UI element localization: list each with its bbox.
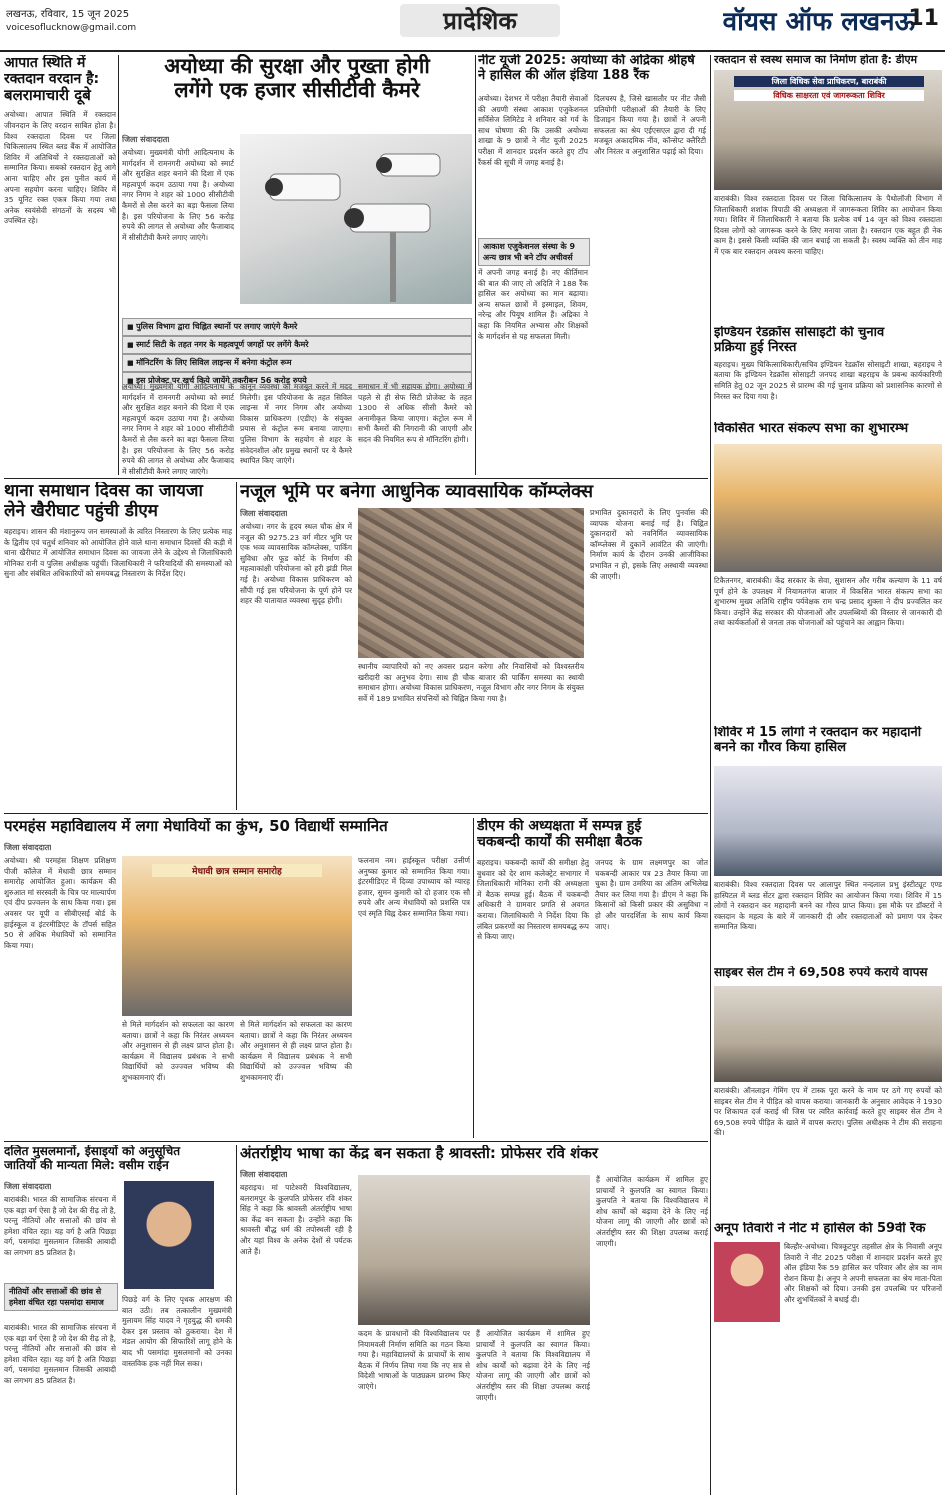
- byline: जिला संवाददाता: [240, 1170, 288, 1179]
- paramhans-text-1: अयोध्या। श्री परमहंस शिक्षण प्रशिक्षण पीजी कॉलेज में मेधावी छात्र सम्मान समारोह आयोजित हुआ। कार्यक्रम की शुरुआत मां सरस्वती के चित्र पर माल्यार्पण एवं दीप प्रज्वलन के साथ किया गया। इस अवसर पर यूपी व सीबीएसई बोर्ड के हाईस्कूल व इंटरमीडिएट के टॉपर्स सहित 50 से अधिक मेधावियों को सम्मानित किया गया।: [4, 856, 116, 950]
- blood-camp-photo: [714, 766, 942, 876]
- headline: रक्तदान से स्वस्थ समाज का निर्माण होता है: डीएम: [714, 54, 918, 66]
- anup-portrait: [714, 1242, 780, 1322]
- wasim-rain-portrait: [124, 1181, 214, 1289]
- photo-banner-sub: विधिक साक्षरता एवं जागरूकता शिविर: [734, 90, 924, 101]
- highlight-item: ■ पुलिस विभाग द्वारा चिह्नित स्थानों पर लगाए जाएंगे कैमरे: [122, 318, 472, 336]
- headline: परमहंस महाविद्यालय में लगा मेधावियों का कुंभ, 50 विद्यार्थी सम्मानित: [4, 818, 388, 835]
- headline-line-2: चकबन्दी कार्यों की समीक्षा बैठक: [477, 834, 643, 851]
- column-divider: [236, 1145, 237, 1495]
- headline: साइबर सेल टीम ने 69,508 रुपये कराये वापस: [714, 966, 928, 979]
- headline-line-1: आपात स्थिति में: [4, 55, 86, 71]
- lead-text-2: कानून व्यवस्था को मजबूत करने में मदद मिलेगी। इस परियोजना के तहत सिविल लाइन्स में नगर निगम और अयोध्या विकास प्राधिकरण (एडीए) के संयुक्त प्रयास से कंट्रोल रूम बनाया जाएगा। पुलिस विभाग के सहयोग से शहर के संवेदनशील और प्रमुख स्थानों पर ये कैमरे स्थापित किए जाएंगे।: [240, 382, 352, 466]
- nazul-text-1: अयोध्या। नगर के हृदय स्थल चौक क्षेत्र में नजूल की 9275.23 वर्ग मीटर भूमि पर एक भव्य व्यावसायिक कॉम्प्लेक्स, पार्किंग सुविधा और फूड कोर्ट के निर्माण की महत्वाकांक्षी परियोजना को हरी झंडी मिल गई है। अयोध्या विकास प्राधिकरण को सौंपी गई इस परियोजना के पूर्ण होने पर शहर की यातायात व्यवस्था सुदृढ़ होगी।: [240, 522, 352, 606]
- body-text: बाराबंकी। ऑनलाइन गेमिंग एप में टास्क पूरा करने के नाम पर ठगे गए रुपयों को साइबर सेल टीम ने पीड़ित को वापस कराया। जानकारी के अनुसार आवेदक ने 1930 पर शिकायत दर्ज कराई थी जिस पर त्वरित कार्रवाई करते हुए साइबर सेल टीम ने 69,508 रुपये पीड़ित के खाते में वापस कराए। पुलिस अधीक्षक ने टीम की सराहना की।: [714, 1086, 942, 1138]
- neet-text-1: अयोध्या। देशभर में परीक्षा तैयारी सेवाओं की अग्रणी संस्था आकाश एजुकेशनल सर्विसेज लिमिटेड ने शनिवार को गर्व के साथ घोषणा की कि उसकी अयोध्या शाखा के 9 छात्रों ने नीट यूजी 2025 परीक्षा में शानदार प्रदर्शन करते हुए टॉप रैंकर्स की सूची में जगह बनाई है।: [478, 94, 588, 167]
- article-dalit: [4, 1145, 232, 1496]
- lead-headline: [122, 54, 472, 102]
- headline: [714, 326, 942, 356]
- photo-banner: जिला विधिक सेवा प्राधिकरण, बाराबंकी: [734, 76, 924, 87]
- column-divider: [710, 55, 711, 475]
- headline-line-1: डीएम की अध्यक्षता में सम्पन्न हुई: [477, 818, 642, 834]
- article-cyber: [714, 966, 942, 1218]
- construction-site-photo: [358, 508, 584, 658]
- column-divider: [475, 55, 476, 475]
- neet-highlight: आकाश एजुकेशनल संस्था के 9 अन्य छात्र भी बने टॉप अचीवर्स: [478, 238, 590, 266]
- chakbandi-text-1: बहराइच। चकबन्दी कार्यों की समीक्षा हेतु बुधवार को देर शाम कलेक्ट्रेट सभागार में जिलाधिकारी मोनिका रानी की अध्यक्षता में बैठक सम्पन्न हुई। बैठक में चकबन्दी अधिकारी ने ग्रामवार प्रगति से अवगत कराया। जिलाधिकारी ने निर्देश दिया कि लंबित प्रकरणों का निस्तारण समयबद्ध रूप से किया जाए।: [477, 858, 589, 942]
- brand-logo: वॉयस ऑफ लखनऊ: [722, 7, 915, 37]
- lead-text-1: अयोध्या। मुख्यमंत्री योगी आदित्यनाथ के मार्गदर्शन में रामनगरी अयोध्या को स्मार्ट और सुरक्षित शहर बनाने की दिशा में एक महत्वपूर्ण कदम उठाया गया है। अयोध्या नगर निगम ने शहर को 1000 सीसीटीवी कैमरों से लैस करने का बड़ा फैसला लिया है। इस परियोजना के लिए 56 करोड़ रुपये की लागत से अयोध्या और फैजाबाद में सीसीटीवी कैमरे लगाए जाएंगे।: [122, 148, 234, 242]
- byline: जिला संवाददाता: [4, 1182, 52, 1191]
- lead-headline-line-2: लगेंगे एक हजार सीसीटीवी कैमरे: [174, 78, 420, 103]
- cyber-cell-photo: [714, 986, 942, 1082]
- body-text: बहराइच। मुख्य चिकित्साधिकारी/सचिव इण्डियन रेडक्रॉस सोसाइटी शाखा, बहराइच ने बताया कि इण्डियन रेडक्रॉस सोसाइटी जनपद शाखा बहराइच के प्रबन्ध कार्यकारिणी समिति हेतु 02 जून 2025 से प्रारम्भ की गई चुनाव प्रक्रिया को प्रशासनिक कारणों से निरस्त कर दिया गया है।: [714, 359, 942, 401]
- row-divider: [4, 1141, 708, 1142]
- neet-text-3: दिलचस्प है, जिसे खासतौर पर नीट जैसी प्रतियोगी परीक्षाओं की तैयारी के लिए डिजाइन किया गया है। छात्रों ने अपनी सफलता का श्रेय एईएसएल द्वारा दी गई मजबूत अकादमिक नींव, कॉन्सेप्ट क्लैरिटी और निरंतर व अनुशासित पढ़ाई को दिया।: [594, 94, 706, 156]
- shravasti-text-2: कदम के प्रावधानों की विश्वविद्यालय पर नियामवली निर्माण समिति का गठन किया गया है। महाविद्यालयों के प्राचार्यों के साथ बैठक में निर्णय लिया गया कि नए सत्र से विदेशी भाषाओं के पाठ्यक्रम प्रारम्भ किए जाएंगे।: [358, 1329, 470, 1391]
- body-text: बाराबंकी। विश्व रक्तदाता दिवस पर आलापुर स्थित नन्दलाल प्रभु इंस्टीट्यूट एण्ड हास्पिटल में ब्लड सेंटर द्वारा रक्तदान शिविर का आयोजन किया गया। शिविर में 15 लोगों ने रक्तदान कर महादानी बनने का गौरव प्राप्त किया। इस मौके पर डॉक्टरों ने रक्तदान के महत्व के बारे में जानकारी दी और रक्तदाताओं को प्रमाण पत्र देकर सम्मानित किया।: [714, 880, 942, 932]
- headline-line-1: दलित मुसलमानों, ईसाइयों को अनुसूचित: [4, 1145, 181, 1158]
- article-neet-adrika: [478, 54, 706, 476]
- headline: नजूल भूमि पर बनेगा आधुनिक व्यावसायिक कॉम्प्लेक्स: [240, 482, 594, 502]
- paramhans-text-2b: से मिले मार्गदर्शन को सफलता का कारण बताया। छात्रों ने कहा कि निरंतर अध्ययन और अनुशासन से ही लक्ष्य प्राप्त होता है। कार्यक्रम में विद्यालय प्रबंधक ने सभी विद्यार्थियों को उज्ज्वल भविष्य की शुभकामनाएं दीं।: [240, 1020, 352, 1082]
- article-viksit: [714, 422, 942, 722]
- headline: [4, 55, 116, 104]
- headline: [477, 818, 708, 850]
- article-paramhans: [4, 818, 470, 1138]
- date-text: लखनऊ, रविवार, 15 जून 2025: [6, 9, 130, 20]
- nazul-text-2: स्थानीय व्यापारियों को नए अवसर प्रदान करेगा और निवासियों को विश्वस्तरीय खरीदारी का अनुभव देगा। साथ ही चौक बाजार की पार्किंग समस्या का स्थायी समाधान होगा। अयोध्या विकास प्राधिकरण, नजूल विभाग और नगर निगम के संयुक्त सर्वे में 189 प्रभावित संपत्तियों को चिह्नित किया गया है।: [358, 662, 584, 703]
- article-blood-donation: [4, 55, 116, 475]
- article-camp15: [714, 726, 942, 962]
- article-anup: [714, 1222, 942, 1496]
- photo-banner: मेधावी छात्र सम्मान समारोह: [152, 864, 322, 877]
- headline-line-1: थाना समाधान दिवस का जायजा: [4, 482, 203, 501]
- dalit-text-1: बाराबंकी। भारत की सामाजिक संरचना में एक बड़ा वर्ग ऐसा है जो देश की रीढ़ तो है, परन्तु नीतियों और सत्ताओं की छांव से हमेशा वंचित रहा। यह वर्ग है अति पिछड़ा वर्ग, पसमांदा मुसलमान जिसकी आबादी का लगभग 85 प्रतिशत है।: [4, 1195, 116, 1257]
- headline-line-2: लेने खैरीघाट पहुंची डीएम: [4, 500, 158, 521]
- sabha-photo: [714, 444, 942, 572]
- highlight-item: ■ इस प्रोजेक्ट पर खर्च किये जायेंगे तकरीबन 56 करोड़ रुपये: [122, 372, 472, 390]
- row-divider: [4, 478, 708, 479]
- page-number: 11: [908, 6, 939, 31]
- article-health-dm: [714, 54, 942, 322]
- body-text: बिल्हौर-अयोध्या। चित्रकूटपुर तहसील क्षेत्र के निवासी अनूप तिवारी ने नीट 2025 परीक्षा में शानदार प्रदर्शन करते हुए ऑल इंडिया रैंक 59 हासिल कर परिवार और क्षेत्र का नाम रोशन किया है। अनूप ने अपनी सफलता का श्रेय माता-पिता और शिक्षकों को दिया। उनकी इस उपलब्धि पर परिजनों और शुभचिंतकों ने बधाई दी।: [784, 1242, 942, 1304]
- headline: [714, 726, 942, 756]
- byline: जिला संवाददाता: [122, 135, 170, 144]
- article-shravasti: [240, 1145, 708, 1496]
- highlight-item: ■ स्मार्ट सिटी के तहत नगर के महत्वपूर्ण जगहों पर लगेंगे कैमरे: [122, 336, 472, 354]
- headline-line-2: जातियों की मान्यता मिले: वसीम राईन: [4, 1157, 169, 1172]
- byline: जिला संवाददाता: [4, 843, 52, 852]
- column-divider: [473, 818, 474, 1138]
- headline: [4, 1145, 232, 1173]
- chakbandi-text-2: जनपद के ग्राम लक्ष्मणपुर का जोत चकबन्दी आकार पत्र 23 तैयार किया जा चुका है। ग्राम उमरिया का अंतिम अभिलेख तैयार कर लिया गया है। डीएम ने कहा कि किसानों को किसी प्रकार की असुविधा न हो और पारदर्शिता के साथ कार्य किया जाए।: [595, 858, 708, 931]
- article-nazul: [240, 482, 708, 810]
- shravasti-text-1: बहराइच। मां पाटेश्वरी विश्वविद्यालय, बलरामपुर के कुलपति प्रोफेसर रवि शंकर सिंह ने कहा कि श्रावस्ती अंतर्राष्ट्रीय भाषा का केंद्र बन सकता है। उन्होंने कहा कि श्रावस्ती बौद्ध धर्म की तपोस्थली रही है और यहां विश्व के अनेक देशों से पर्यटक आते हैं।: [240, 1183, 352, 1256]
- article-lead-cctv: [122, 54, 472, 476]
- dalit-text-1b: बाराबंकी। भारत की सामाजिक संरचना में एक बड़ा वर्ग ऐसा है जो देश की रीढ़ तो है, परन्तु नीतियों और सत्ताओं की छांव से हमेशा वंचित रहा। यह वर्ग है अति पिछड़ा वर्ग, पसमांदा मुसलमान जिसकी आबादी का लगभग 85 प्रतिशत है।: [4, 1323, 116, 1385]
- neet-text-2: में अपनी जगह बनाई है। नए कीर्तिमान की बात की जाए तो अदिति ने 188 रैंक हासिल कर अयोध्या का मान बढ़ाया। अन्य सफल छात्रों में इस्माइल, शिवम, नरेन्द्र और पियूष शामिल हैं। अद्रिका ने कहा कि नियमित अभ्यास और शिक्षकों के मार्गदर्शन से यह सफलता मिली।: [478, 268, 588, 341]
- shravasti-text-3b: हैं आयोजित कार्यक्रम में शामिल हुए प्राचार्यों ने कुलपति का स्वागत किया। कुलपति ने बताया कि विश्वविद्यालय में शोध कार्यों को बढ़ावा देने के लिए नई योजना लागू की जाएगी और छात्रों को अंतर्राष्ट्रीय स्तर की शिक्षा उपलब्ध कराई जाएगी।: [596, 1175, 708, 1248]
- legal-camp-photo: [714, 70, 942, 190]
- row-divider: [4, 813, 708, 814]
- body-text: अयोध्या। आपात स्थिति में रक्तदान जीवनदान के लिए वरदान साबित होता है। विश्व रक्तदाता दिवस पर जिला चिकित्सालय स्थित ब्लड बैंक में आयोजित शिविर में अतिथियों ने रक्तदाताओं को सम्मानित किया। सबको रक्तदान हेतु आगे आना चाहिए और इस पुनीत कार्य में अपना सहयोग करना चाहिए। शिविर में 35 यूनिट रक्त एकत्र किया गया तथा अनेक स्वयंसेवी संगठनों के सदस्य भी उपस्थित रहे।: [4, 110, 116, 226]
- headline: [4, 482, 232, 521]
- headline: नीट यूजी 2025: अयोध्या की अद्रिका श्रीहर्ष ने हासिल की ऑल इंडिया 188 रैंक: [478, 54, 695, 83]
- column-divider: [236, 482, 237, 810]
- column-divider: [118, 55, 119, 475]
- dalit-text-2: पिछड़े वर्ग के लिए पृथक आरक्षण की बात उठी। तब तत्कालीन मुख्यमंत्री मुलायम सिंह यादव ने गृहयुद्ध की धमकी देकर इस प्रस्ताव को ठुकराया। देश में मंडल आयोग की सिफारिशें लागू होने के बाद भी पसमांदा मुसलमानों को उनका वास्तविक हक नहीं मिल सका।: [122, 1295, 232, 1368]
- dalit-highlight: नीतियों और सत्ताओं की छांव से हमेशा वंचित रहा पसमांदा समाज: [4, 1283, 118, 1311]
- body-text: टिकैतनगर, बाराबंकी। केंद्र सरकार के सेवा, सुशासन और गरीब कल्याण के 11 वर्ष पूर्ण होने के उपलक्ष्य में नियामतगंज बाजार में विकसित भारत संकल्प सभा का शुभारम्भ मुख्य अतिथि राष्ट्रीय पर्यवेक्षक राम चन्द्र प्रसाद शुक्ला ने दीप प्रज्वलित कर किया। उन्होंने केंद्र सरकार की योजनाओं और उपलब्धियों की विस्तार से जानकारी दी तथा कार्यकर्ताओं से जनता तक योजनाओं को पहुंचाने का आह्वान किया।: [714, 576, 942, 628]
- university-meeting-photo: [358, 1175, 590, 1325]
- headline: अनूप तिवारी ने नीट में हासिल की 59वीं रैंक: [714, 1222, 926, 1236]
- paramhans-text-2: से मिले मार्गदर्शन को सफलता का कारण बताया। छात्रों ने कहा कि निरंतर अध्ययन और अनुशासन से ही लक्ष्य प्राप्त होता है। कार्यक्रम में विद्यालय प्रबंधक ने सभी विद्यार्थियों को उज्ज्वल भविष्य की शुभकामनाएं दीं।: [122, 1020, 234, 1082]
- headline-line-3: बलरामाचारी दूबे: [4, 86, 91, 105]
- body-text: बाराबंकी। विश्व रक्तदाता दिवस पर जिला चिकित्सालय के पैथोलॉजी विभाग में जिलाधिकारी शशांक त्रिपाठी की अध्यक्षता में जागरूकता शिविर का आयोजन किया गया। शिविर में जिलाधिकारी ने बताया कि प्रत्येक वर्ष 14 जून को विश्व रक्तदाता दिवस लोगों को जागरूक करने के लिए मनाया जाता है। रक्तदान एक बहुत ही नेक काम है। इससे किसी व्यक्ति की जान बचाई जा सकती है। स्वस्थ व्यक्ति को तीन माह में एक बार रक्तदान अवश्य करना चाहिए।: [714, 194, 942, 256]
- email-text: voicesoflucknow@gmail.com: [6, 23, 137, 33]
- cctv-cameras-photo: [240, 134, 472, 304]
- headline-line-1: इण्डियन रेडक्रॉस सोसाइटी की चुनाव: [714, 326, 885, 340]
- highlight-item: ■ मॉनिटरिंग के लिए सिविल लाइन्स में बनेगा कंट्रोल रूम: [122, 354, 472, 372]
- headline: विकसित भारत संकल्प सभा का शुभारम्भ: [714, 422, 909, 436]
- paramhans-text-3: फलनाम नम। हाईस्कूल परीक्षा उत्तीर्ण अनुष्का कुमार को सम्मानित किया गया। इंटरमीडिएट में दिव्या उपाध्याय को ग्यारह हजार, सुमन कुमारी को दो हजार एक सौ रुपये और अन्य मेधावियों को प्रशस्ति पत्र एवं स्मृति चिह्न देकर सम्मानित किया गया।: [358, 856, 470, 918]
- ceremony-photo: [122, 856, 352, 1016]
- article-chakbandi: [477, 818, 708, 1138]
- camera-icon: [240, 134, 472, 304]
- shravasti-text-3: हैं आयोजित कार्यक्रम में शामिल हुए प्राचार्यों ने कुलपति का स्वागत किया। कुलपति ने बताया कि विश्वविद्यालय में शोध कार्यों को बढ़ावा देने के लिए नई योजना लागू की जाएगी और छात्रों को अंतर्राष्ट्रीय स्तर की शिक्षा उपलब्ध कराई जाएगी।: [476, 1329, 590, 1402]
- lead-headline-line-1: अयोध्या की सुरक्षा और पुख्ता होगी: [164, 54, 430, 78]
- headline-line-1: शिविर में 15 लोगों ने रक्तदान कर महादानी: [714, 726, 922, 740]
- byline: जिला संवाददाता: [240, 509, 288, 518]
- headline: अंतर्राष्ट्रीय भाषा का केंद्र बन सकता है श्रावस्ती: प्रोफेसर रवि शंकर: [240, 1145, 599, 1162]
- headline-line-2: प्रक्रिया हुई निरस्त: [714, 339, 797, 355]
- nazul-text-3: प्रभावित दुकानदारों के लिए पुनर्वास की व्यापक योजना बनाई गई है। चिह्नित दुकानदारों को नवनिर्मित व्यावसायिक कॉम्प्लेक्स में दुकानें आवंटित की जाएंगी। निर्माण कार्य के दौरान उनकी आजीविका प्रभावित न हो, इसके लिए अस्थायी व्यवस्था की जाएगी।: [590, 508, 708, 581]
- section-title: प्रादेशिक: [400, 4, 560, 37]
- highlights-box: [122, 318, 472, 390]
- article-redcross: [714, 326, 942, 418]
- lead-text-3: समाधान में भी सहायक होगा। अयोध्या में पहले से ही सेफ सिटी प्रोजेक्ट के तहत 1300 से अधिक सीसी कैमरे को अनामीकृत किया जाएगा। कंट्रोल रूम में सभी कैमरों की निगरानी की जाएगी और सदन की नियमित रूप से मॉनिटरिंग होगी।: [358, 382, 472, 444]
- headline-line-2: रक्तदान वरदान है:: [4, 71, 100, 88]
- lead-text-1b: अयोध्या। मुख्यमंत्री योगी आदित्यनाथ के मार्गदर्शन में रामनगरी अयोध्या को स्मार्ट और सुरक्षित शहर बनाने की दिशा में एक महत्वपूर्ण कदम उठाया गया है। अयोध्या नगर निगम ने शहर को 1000 सीसीटीवी कैमरों से लैस करने का बड़ा फैसला लिया है। इस परियोजना के लिए 56 करोड़ रुपये की लागत से अयोध्या और फैजाबाद में सीसीटीवी कैमरे लगाए जाएंगे।: [122, 382, 234, 476]
- headline-line-2: बनने का गौरव किया हासिल: [714, 739, 847, 755]
- body-text: बहराइच। शासन की मंशानुरूप जन समस्याओं के त्वरित निस्तारण के लिए प्रत्येक माह के द्वितीय एवं चतुर्थ शनिवार को आयोजित होने वाले थाना समाधान दिवसों की कड़ी में थाना खैरीघाट में आयोजित समाधान दिवस का जायजा लेने के उद्देश्य से जिलाधिकारी मोनिका रानी व पुलिस अधीक्षक पहुंचीं। जिलाधिकारी ने फरियादियों की समस्याओं को सुना और संबंधित अधिकारियों को समयबद्ध निस्तारण के निर्देश दिए।: [4, 527, 232, 579]
- article-thana: [4, 482, 232, 810]
- masthead: [0, 0, 945, 52]
- date-line: [6, 6, 136, 33]
- column-divider: [710, 475, 711, 1495]
